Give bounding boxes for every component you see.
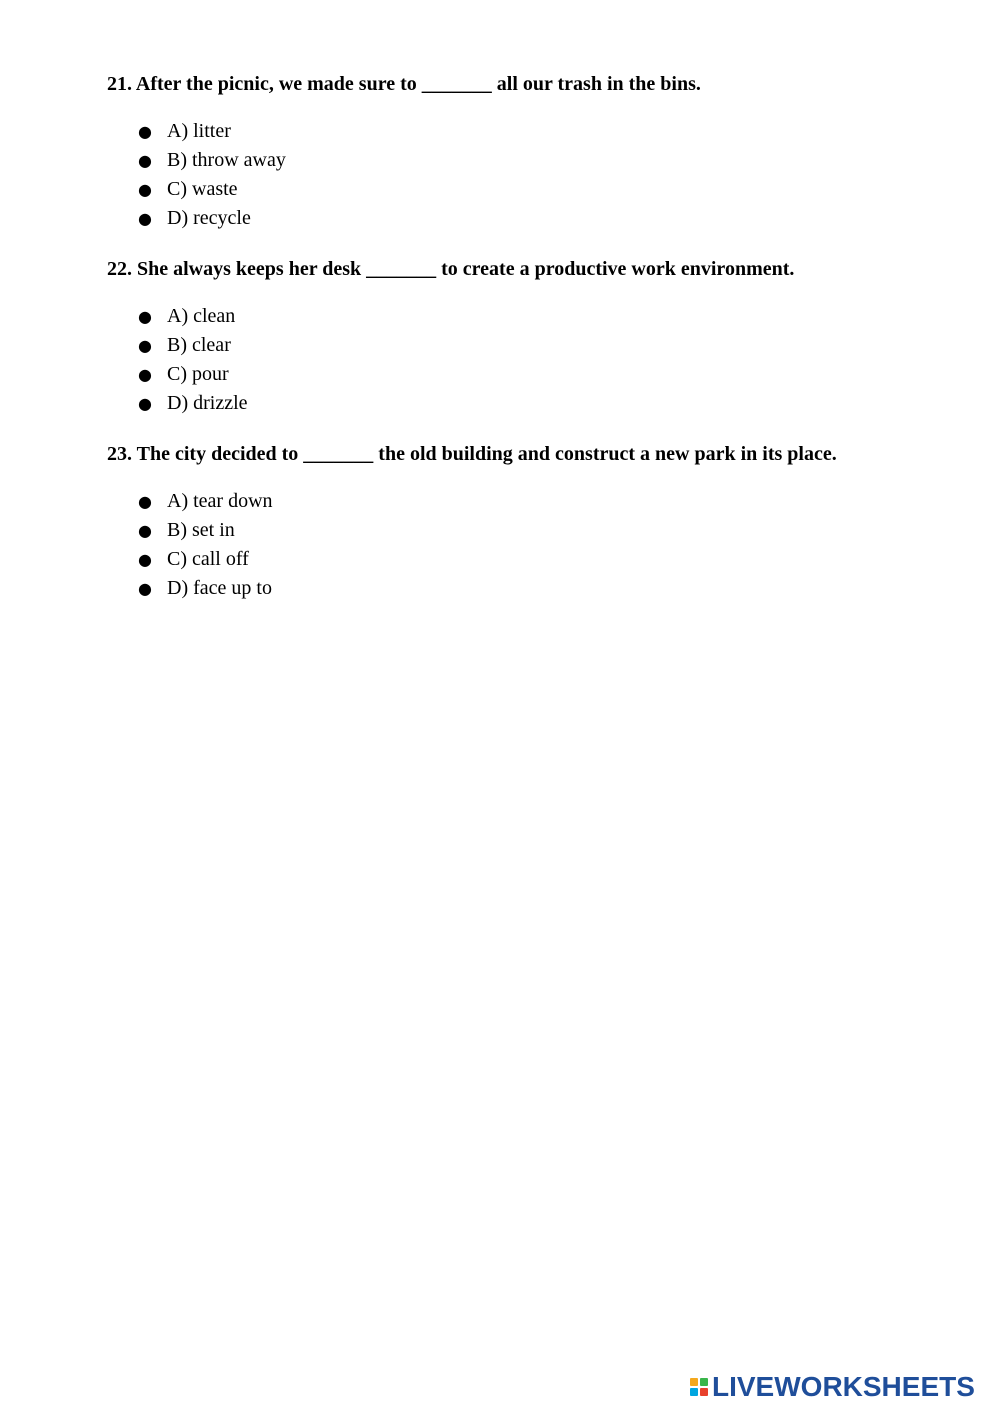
option-label: C) waste	[167, 178, 238, 200]
option-item	[107, 146, 987, 175]
option-label: B) clear	[167, 334, 231, 356]
logo-tile	[700, 1378, 708, 1386]
bullet-icon: ●	[138, 365, 152, 384]
question-text: 23. The city decided to _______ the old building and construct a new park in its place.	[107, 443, 837, 465]
option-label: D) drizzle	[167, 392, 248, 414]
bullet-icon: ●	[138, 521, 152, 540]
logo-tile	[690, 1388, 698, 1396]
question-text: 22. She always keeps her desk _______ to create a productive work environment.	[107, 258, 795, 280]
option-item	[107, 302, 987, 331]
option-label: A) litter	[167, 120, 231, 142]
logo-tile	[700, 1388, 708, 1396]
logo-tile	[690, 1378, 698, 1386]
option-item	[107, 204, 987, 233]
answer-options	[107, 302, 987, 418]
question-text: 21. After the picnic, we made sure to _______ all our trash in the bins.	[107, 73, 701, 95]
liveworksheets-logo-icon	[690, 1378, 708, 1396]
option-item	[107, 487, 987, 516]
bullet-icon: ●	[138, 209, 152, 228]
option-label: C) pour	[167, 363, 229, 385]
option-label: D) recycle	[167, 207, 251, 229]
brand-name: LIVEWORKSHEETS	[712, 1371, 975, 1402]
bullet-icon: ●	[138, 550, 152, 569]
option-item	[107, 574, 987, 603]
answer-options	[107, 487, 987, 603]
option-label: B) throw away	[167, 149, 286, 171]
bullet-icon: ●	[138, 307, 152, 326]
bullet-icon: ●	[138, 336, 152, 355]
option-label: C) call off	[167, 548, 249, 570]
option-item	[107, 545, 987, 574]
bullet-icon: ●	[138, 180, 152, 199]
option-item	[107, 117, 987, 146]
answer-options	[107, 117, 987, 233]
question-22	[107, 257, 987, 418]
question-21	[107, 72, 987, 233]
option-label: B) set in	[167, 519, 235, 541]
option-item	[107, 516, 987, 545]
bullet-icon: ●	[138, 579, 152, 598]
option-item	[107, 175, 987, 204]
option-label: D) face up to	[167, 577, 272, 599]
option-label: A) clean	[167, 305, 236, 327]
option-item	[107, 360, 987, 389]
bullet-icon: ●	[138, 492, 152, 511]
option-item	[107, 331, 987, 360]
liveworksheets-logo	[690, 1372, 975, 1402]
option-label: A) tear down	[167, 490, 273, 512]
bullet-icon: ●	[138, 151, 152, 170]
option-item	[107, 389, 987, 418]
bullet-icon: ●	[138, 394, 152, 413]
question-23	[107, 442, 987, 603]
bullet-icon: ●	[138, 122, 152, 141]
